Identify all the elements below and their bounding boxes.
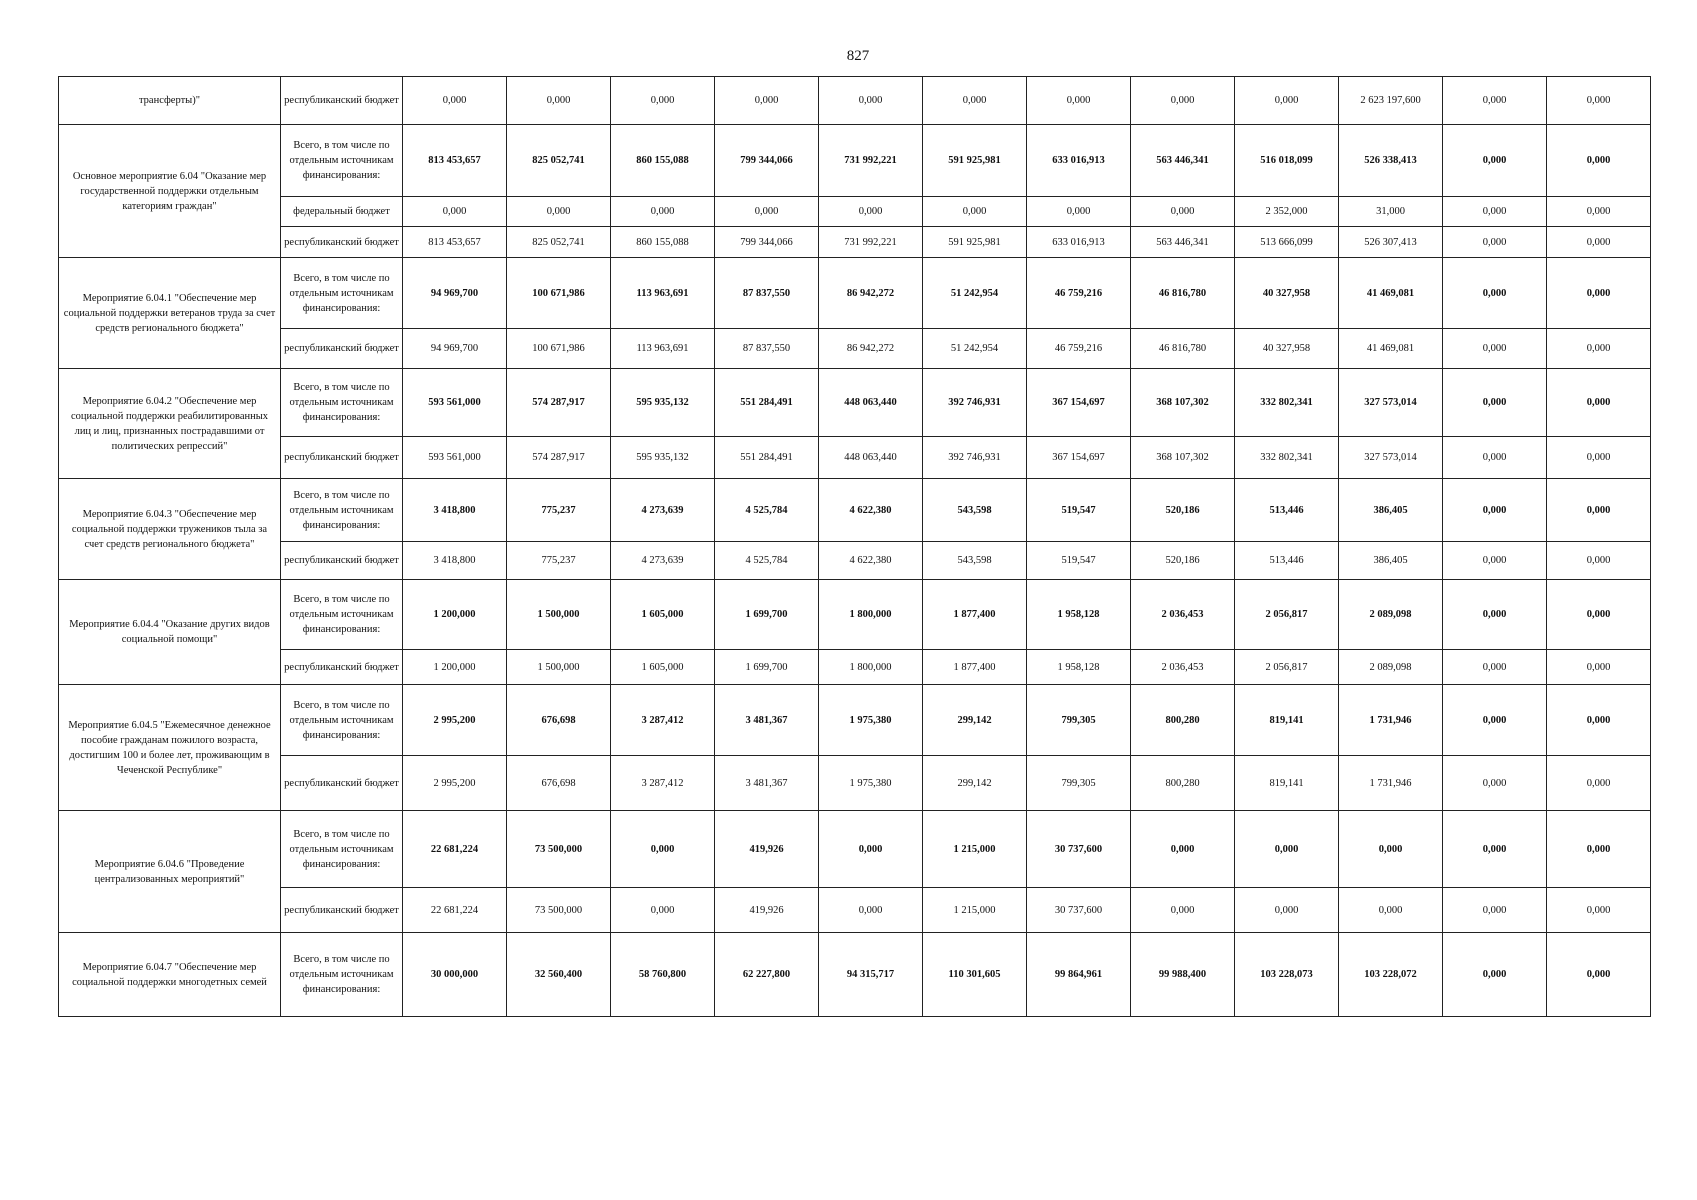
amount-cell: 0,000 [1443, 77, 1547, 125]
amount-cell: 3 418,800 [403, 479, 507, 542]
measure-name-cell: Мероприятие 6.04.2 "Обеспечение мер социальной поддержки реабилитированных лиц и лиц, признанных пострадавшими от политических репрессий" [59, 369, 281, 479]
amount-cell: 1 800,000 [819, 650, 923, 685]
amount-cell: 1 200,000 [403, 650, 507, 685]
amount-cell: 574 287,917 [507, 369, 611, 437]
amount-cell: 299,142 [923, 756, 1027, 811]
amount-cell: 731 992,221 [819, 125, 923, 197]
amount-cell: 0,000 [1131, 77, 1235, 125]
funding-table-body [59, 77, 1651, 1017]
amount-cell: 2 036,453 [1131, 650, 1235, 685]
amount-cell: 1 958,128 [1027, 650, 1131, 685]
amount-cell: 819,141 [1235, 756, 1339, 811]
amount-cell: 40 327,958 [1235, 329, 1339, 369]
amount-cell: 0,000 [1443, 479, 1547, 542]
amount-cell: 2 089,098 [1339, 650, 1443, 685]
amount-cell: 448 063,440 [819, 437, 923, 479]
amount-cell: 46 759,216 [1027, 258, 1131, 329]
amount-cell: 1 877,400 [923, 580, 1027, 650]
amount-cell: 526 307,413 [1339, 227, 1443, 258]
amount-cell: 0,000 [1235, 888, 1339, 933]
amount-cell: 0,000 [1443, 542, 1547, 580]
amount-cell: 0,000 [507, 77, 611, 125]
amount-cell: 0,000 [403, 77, 507, 125]
amount-cell: 551 284,491 [715, 369, 819, 437]
measure-name-cell: Мероприятие 6.04.7 "Обеспечение мер социальной поддержки многодетных семей [59, 933, 281, 1017]
amount-cell: 513 666,099 [1235, 227, 1339, 258]
amount-cell: 0,000 [1547, 811, 1651, 888]
amount-cell: 825 052,741 [507, 227, 611, 258]
amount-cell: 526 338,413 [1339, 125, 1443, 197]
amount-cell: 0,000 [715, 197, 819, 227]
amount-cell: 676,698 [507, 756, 611, 811]
amount-cell: 100 671,986 [507, 329, 611, 369]
amount-cell: 813 453,657 [403, 227, 507, 258]
amount-cell: 800,280 [1131, 756, 1235, 811]
amount-cell: 103 228,073 [1235, 933, 1339, 1017]
table-row [59, 580, 1651, 650]
amount-cell: 113 963,691 [611, 329, 715, 369]
amount-cell: 574 287,917 [507, 437, 611, 479]
amount-cell: 0,000 [923, 77, 1027, 125]
funding-source-cell: республиканский бюджет [281, 756, 403, 811]
amount-cell: 87 837,550 [715, 258, 819, 329]
table-row [59, 685, 1651, 756]
table-row [59, 888, 1651, 933]
amount-cell: 4 622,380 [819, 542, 923, 580]
amount-cell: 543,598 [923, 542, 1027, 580]
amount-cell: 633 016,913 [1027, 125, 1131, 197]
amount-cell: 392 746,931 [923, 437, 1027, 479]
table-row [59, 77, 1651, 125]
amount-cell: 563 446,341 [1131, 125, 1235, 197]
funding-source-cell: республиканский бюджет [281, 650, 403, 685]
amount-cell: 41 469,081 [1339, 329, 1443, 369]
amount-cell: 0,000 [1131, 811, 1235, 888]
amount-cell: 3 481,367 [715, 756, 819, 811]
amount-cell: 0,000 [1131, 197, 1235, 227]
amount-cell: 51 242,954 [923, 329, 1027, 369]
amount-cell: 3 287,412 [611, 685, 715, 756]
amount-cell: 327 573,014 [1339, 369, 1443, 437]
amount-cell: 1 605,000 [611, 580, 715, 650]
amount-cell: 0,000 [1027, 77, 1131, 125]
amount-cell: 1 958,128 [1027, 580, 1131, 650]
amount-cell: 41 469,081 [1339, 258, 1443, 329]
page-number: 827 [846, 48, 870, 64]
amount-cell: 0,000 [611, 888, 715, 933]
amount-cell: 2 352,000 [1235, 197, 1339, 227]
funding-table [58, 76, 1651, 1017]
amount-cell: 1 699,700 [715, 580, 819, 650]
amount-cell: 1 500,000 [507, 580, 611, 650]
table-row [59, 369, 1651, 437]
amount-cell: 0,000 [1443, 685, 1547, 756]
amount-cell: 519,547 [1027, 542, 1131, 580]
amount-cell: 113 963,691 [611, 258, 715, 329]
amount-cell: 799 344,066 [715, 125, 819, 197]
amount-cell: 0,000 [1443, 650, 1547, 685]
amount-cell: 2 995,200 [403, 685, 507, 756]
amount-cell: 591 925,981 [923, 227, 1027, 258]
amount-cell: 32 560,400 [507, 933, 611, 1017]
amount-cell: 1 500,000 [507, 650, 611, 685]
amount-cell: 0,000 [1547, 542, 1651, 580]
amount-cell: 593 561,000 [403, 369, 507, 437]
amount-cell: 103 228,072 [1339, 933, 1443, 1017]
amount-cell: 367 154,697 [1027, 369, 1131, 437]
amount-cell: 0,000 [1547, 933, 1651, 1017]
amount-cell: 591 925,981 [923, 125, 1027, 197]
amount-cell: 86 942,272 [819, 329, 923, 369]
amount-cell: 332 802,341 [1235, 369, 1339, 437]
amount-cell: 2 089,098 [1339, 580, 1443, 650]
amount-cell: 40 327,958 [1235, 258, 1339, 329]
measure-name-cell: Основное мероприятие 6.04 "Оказание мер государственной поддержки отдельным категориям граждан" [59, 125, 281, 258]
amount-cell: 516 018,099 [1235, 125, 1339, 197]
amount-cell: 94 969,700 [403, 329, 507, 369]
amount-cell: 2 056,817 [1235, 580, 1339, 650]
funding-source-cell: республиканский бюджет [281, 542, 403, 580]
funding-source-cell: Всего, в том числе по отдельным источникам финансирования: [281, 580, 403, 650]
amount-cell: 0,000 [1339, 811, 1443, 888]
amount-cell: 299,142 [923, 685, 1027, 756]
amount-cell: 94 315,717 [819, 933, 923, 1017]
amount-cell: 368 107,302 [1131, 369, 1235, 437]
amount-cell: 1 605,000 [611, 650, 715, 685]
amount-cell: 3 287,412 [611, 756, 715, 811]
amount-cell: 4 273,639 [611, 479, 715, 542]
amount-cell: 0,000 [1443, 756, 1547, 811]
amount-cell: 0,000 [611, 811, 715, 888]
amount-cell: 1 200,000 [403, 580, 507, 650]
amount-cell: 0,000 [1547, 650, 1651, 685]
measure-name-cell: Мероприятие 6.04.1 "Обеспечение мер социальной поддержки ветеранов труда за счет средств регионального бюджета" [59, 258, 281, 369]
amount-cell: 4 273,639 [611, 542, 715, 580]
amount-cell: 2 036,453 [1131, 580, 1235, 650]
amount-cell: 0,000 [1443, 258, 1547, 329]
amount-cell: 30 737,600 [1027, 888, 1131, 933]
amount-cell: 0,000 [819, 77, 923, 125]
amount-cell: 4 525,784 [715, 542, 819, 580]
amount-cell: 0,000 [1443, 580, 1547, 650]
amount-cell: 386,405 [1339, 479, 1443, 542]
amount-cell: 58 760,800 [611, 933, 715, 1017]
amount-cell: 22 681,224 [403, 888, 507, 933]
amount-cell: 0,000 [1547, 888, 1651, 933]
amount-cell: 46 759,216 [1027, 329, 1131, 369]
amount-cell: 1 975,380 [819, 756, 923, 811]
amount-cell: 819,141 [1235, 685, 1339, 756]
measure-name-cell: трансферты)" [59, 77, 281, 125]
amount-cell: 813 453,657 [403, 125, 507, 197]
amount-cell: 0,000 [819, 197, 923, 227]
funding-source-cell: федеральный бюджет [281, 197, 403, 227]
amount-cell: 1 731,946 [1339, 756, 1443, 811]
funding-source-cell: Всего, в том числе по отдельным источникам финансирования: [281, 125, 403, 197]
amount-cell: 94 969,700 [403, 258, 507, 329]
amount-cell: 110 301,605 [923, 933, 1027, 1017]
measure-name-cell: Мероприятие 6.04.5 "Ежемесячное денежное пособие гражданам пожилого возраста, достигшим 100 и более лет, проживающим в Чеченской Республике" [59, 685, 281, 811]
amount-cell: 520,186 [1131, 542, 1235, 580]
table-row [59, 197, 1651, 227]
measure-name-cell: Мероприятие 6.04.3 "Обеспечение мер социальной поддержки тружеников тыла за счет средств регионального бюджета" [59, 479, 281, 580]
amount-cell: 0,000 [1547, 685, 1651, 756]
amount-cell: 332 802,341 [1235, 437, 1339, 479]
amount-cell: 0,000 [715, 77, 819, 125]
table-row [59, 811, 1651, 888]
amount-cell: 1 215,000 [923, 888, 1027, 933]
amount-cell: 0,000 [1443, 369, 1547, 437]
amount-cell: 419,926 [715, 888, 819, 933]
amount-cell: 1 699,700 [715, 650, 819, 685]
amount-cell: 87 837,550 [715, 329, 819, 369]
amount-cell: 800,280 [1131, 685, 1235, 756]
table-row [59, 650, 1651, 685]
amount-cell: 0,000 [1547, 479, 1651, 542]
funding-source-cell: Всего, в том числе по отдельным источникам финансирования: [281, 685, 403, 756]
table-row [59, 258, 1651, 329]
measure-name-cell: Мероприятие 6.04.6 "Проведение централизованных мероприятий" [59, 811, 281, 933]
funding-source-cell: Всего, в том числе по отдельным источникам финансирования: [281, 369, 403, 437]
amount-cell: 860 155,088 [611, 227, 715, 258]
amount-cell: 386,405 [1339, 542, 1443, 580]
amount-cell: 86 942,272 [819, 258, 923, 329]
amount-cell: 73 500,000 [507, 888, 611, 933]
amount-cell: 22 681,224 [403, 811, 507, 888]
amount-cell: 563 446,341 [1131, 227, 1235, 258]
amount-cell: 0,000 [1547, 756, 1651, 811]
amount-cell: 73 500,000 [507, 811, 611, 888]
amount-cell: 1 975,380 [819, 685, 923, 756]
amount-cell: 100 671,986 [507, 258, 611, 329]
amount-cell: 368 107,302 [1131, 437, 1235, 479]
amount-cell: 392 746,931 [923, 369, 1027, 437]
amount-cell: 519,547 [1027, 479, 1131, 542]
amount-cell: 0,000 [1027, 197, 1131, 227]
amount-cell: 799,305 [1027, 685, 1131, 756]
funding-source-cell: республиканский бюджет [281, 888, 403, 933]
amount-cell: 2 623 197,600 [1339, 77, 1443, 125]
amount-cell: 0,000 [1547, 580, 1651, 650]
amount-cell: 0,000 [611, 197, 715, 227]
amount-cell: 593 561,000 [403, 437, 507, 479]
table-row [59, 479, 1651, 542]
amount-cell: 367 154,697 [1027, 437, 1131, 479]
amount-cell: 595 935,132 [611, 369, 715, 437]
amount-cell: 0,000 [1547, 369, 1651, 437]
amount-cell: 0,000 [1443, 933, 1547, 1017]
table-row [59, 542, 1651, 580]
amount-cell: 0,000 [819, 811, 923, 888]
amount-cell: 543,598 [923, 479, 1027, 542]
amount-cell: 825 052,741 [507, 125, 611, 197]
amount-cell: 0,000 [1443, 329, 1547, 369]
amount-cell: 2 995,200 [403, 756, 507, 811]
amount-cell: 46 816,780 [1131, 258, 1235, 329]
table-row [59, 933, 1651, 1017]
amount-cell: 4 622,380 [819, 479, 923, 542]
amount-cell: 676,698 [507, 685, 611, 756]
funding-source-cell: республиканский бюджет [281, 329, 403, 369]
amount-cell: 1 731,946 [1339, 685, 1443, 756]
amount-cell: 0,000 [507, 197, 611, 227]
amount-cell: 633 016,913 [1027, 227, 1131, 258]
amount-cell: 0,000 [1547, 77, 1651, 125]
table-row [59, 329, 1651, 369]
amount-cell: 0,000 [1443, 811, 1547, 888]
funding-source-cell: Всего, в том числе по отдельным источникам финансирования: [281, 811, 403, 888]
amount-cell: 1 215,000 [923, 811, 1027, 888]
amount-cell: 0,000 [1131, 888, 1235, 933]
amount-cell: 0,000 [1547, 227, 1651, 258]
amount-cell: 513,446 [1235, 479, 1339, 542]
amount-cell: 0,000 [403, 197, 507, 227]
amount-cell: 62 227,800 [715, 933, 819, 1017]
amount-cell: 0,000 [1443, 888, 1547, 933]
amount-cell: 0,000 [1443, 197, 1547, 227]
table-row [59, 437, 1651, 479]
amount-cell: 30 737,600 [1027, 811, 1131, 888]
amount-cell: 1 877,400 [923, 650, 1027, 685]
measure-name-cell: Мероприятие 6.04.4 "Оказание других видов социальной помощи" [59, 580, 281, 685]
amount-cell: 99 864,961 [1027, 933, 1131, 1017]
funding-source-cell: Всего, в том числе по отдельным источникам финансирования: [281, 933, 403, 1017]
amount-cell: 775,237 [507, 479, 611, 542]
amount-cell: 0,000 [1339, 888, 1443, 933]
amount-cell: 860 155,088 [611, 125, 715, 197]
amount-cell: 3 481,367 [715, 685, 819, 756]
amount-cell: 799 344,066 [715, 227, 819, 258]
amount-cell: 0,000 [1547, 125, 1651, 197]
amount-cell: 51 242,954 [923, 258, 1027, 329]
table-row [59, 125, 1651, 197]
funding-source-cell: Всего, в том числе по отдельным источникам финансирования: [281, 479, 403, 542]
amount-cell: 0,000 [1235, 811, 1339, 888]
amount-cell: 1 800,000 [819, 580, 923, 650]
amount-cell: 513,446 [1235, 542, 1339, 580]
funding-source-cell: республиканский бюджет [281, 227, 403, 258]
amount-cell: 0,000 [1547, 258, 1651, 329]
amount-cell: 0,000 [1443, 227, 1547, 258]
amount-cell: 0,000 [1547, 329, 1651, 369]
amount-cell: 448 063,440 [819, 369, 923, 437]
funding-source-cell: Всего, в том числе по отдельным источникам финансирования: [281, 258, 403, 329]
amount-cell: 46 816,780 [1131, 329, 1235, 369]
amount-cell: 0,000 [1235, 77, 1339, 125]
funding-source-cell: республиканский бюджет [281, 77, 403, 125]
amount-cell: 0,000 [1443, 437, 1547, 479]
amount-cell: 0,000 [1547, 437, 1651, 479]
amount-cell: 775,237 [507, 542, 611, 580]
funding-source-cell: республиканский бюджет [281, 437, 403, 479]
amount-cell: 327 573,014 [1339, 437, 1443, 479]
amount-cell: 99 988,400 [1131, 933, 1235, 1017]
amount-cell: 4 525,784 [715, 479, 819, 542]
amount-cell: 0,000 [923, 197, 1027, 227]
table-row [59, 227, 1651, 258]
amount-cell: 419,926 [715, 811, 819, 888]
amount-cell: 2 056,817 [1235, 650, 1339, 685]
table-row [59, 756, 1651, 811]
amount-cell: 31,000 [1339, 197, 1443, 227]
amount-cell: 520,186 [1131, 479, 1235, 542]
amount-cell: 0,000 [819, 888, 923, 933]
amount-cell: 595 935,132 [611, 437, 715, 479]
amount-cell: 0,000 [611, 77, 715, 125]
amount-cell: 3 418,800 [403, 542, 507, 580]
amount-cell: 0,000 [1443, 125, 1547, 197]
amount-cell: 30 000,000 [403, 933, 507, 1017]
amount-cell: 551 284,491 [715, 437, 819, 479]
amount-cell: 0,000 [1547, 197, 1651, 227]
amount-cell: 799,305 [1027, 756, 1131, 811]
amount-cell: 731 992,221 [819, 227, 923, 258]
